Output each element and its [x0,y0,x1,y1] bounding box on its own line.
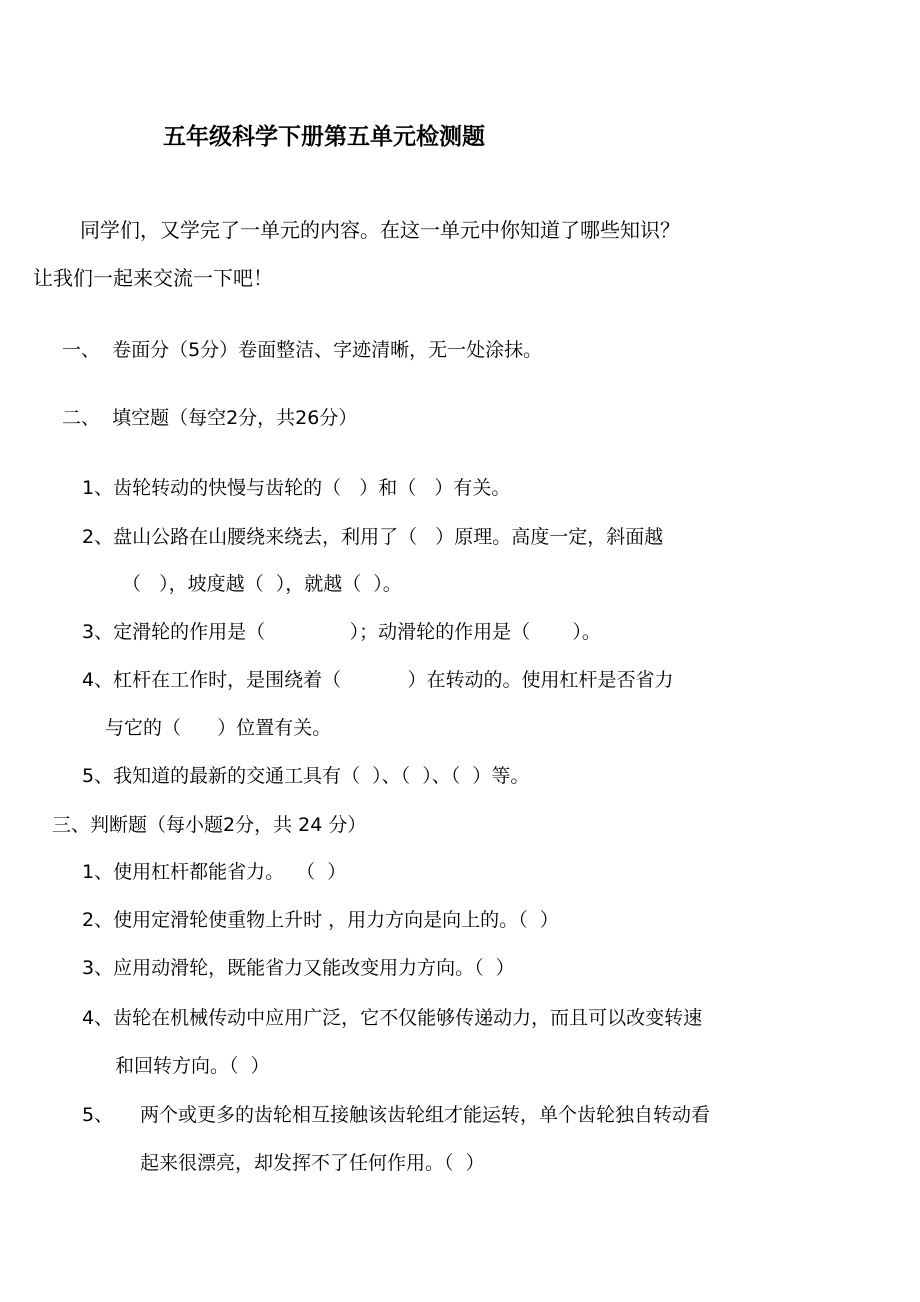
section-1-heading: 一、 卷面分（5分）卷面整洁、字迹清晰，无一处涂抹。 [62,339,543,361]
fill-question-2: 2、盘山公路在山腰绕来绕去，利用了（ ）原理。高度一定，斜面越 [82,526,664,548]
fill-question-1: 1、齿轮转动的快慢与齿轮的（ ）和（ ）有关。 [82,477,511,499]
judge-question-2: 2、使用定滑轮使重物上升时 ，用力方向是向上的。（ ） [82,909,559,931]
page-title: 五年级科学下册第五单元检测题 [163,124,485,150]
section-2-heading: 二、 填空题（每空2分，共26分） [62,407,358,429]
fill-question-3: 3、定滑轮的作用是（ ）；动滑轮的作用是（ ）。 [82,621,601,643]
judge-question-1: 1、使用杠杆都能省力。 （ ） [82,861,347,883]
judge-question-5-number: 5、 [82,1104,114,1126]
fill-question-4-cont: 与它的（ ）位置有关。 [105,717,332,739]
intro-line-2: 让我们一起来交流一下吧！ [33,266,273,290]
judge-question-3: 3、应用动滑轮，既能省力又能改变用力方向。（ ） [82,957,515,979]
section-3-heading: 三、判断题（每小题2分，共 24 分） [52,814,367,836]
judge-question-4-cont: 和回转方向。（ ） [115,1055,270,1077]
fill-question-2-cont: （ ），坡度越（ ），就越（ ）。 [122,573,402,595]
judge-question-5-cont: 起来很漂亮，却发挥不了任何作用。（ ） [140,1152,485,1174]
judge-question-4: 4、齿轮在机械传动中应用广泛，它不仅能够传递动力，而且可以改变转速 [82,1007,703,1029]
fill-question-5: 5、我知道的最新的交通工具有（ ）、（ ）、（ ）等。 [82,765,530,787]
intro-line-1: 同学们，又学完了一单元的内容。在这一单元中你知道了哪些知识？ [80,218,680,242]
fill-question-4: 4、杠杆在工作时，是围绕着（ ）在转动的。使用杠杆是否省力 [82,669,674,691]
judge-question-5: 两个或更多的齿轮相互接触该齿轮组才能运转，单个齿轮独自转动看 [140,1104,711,1126]
